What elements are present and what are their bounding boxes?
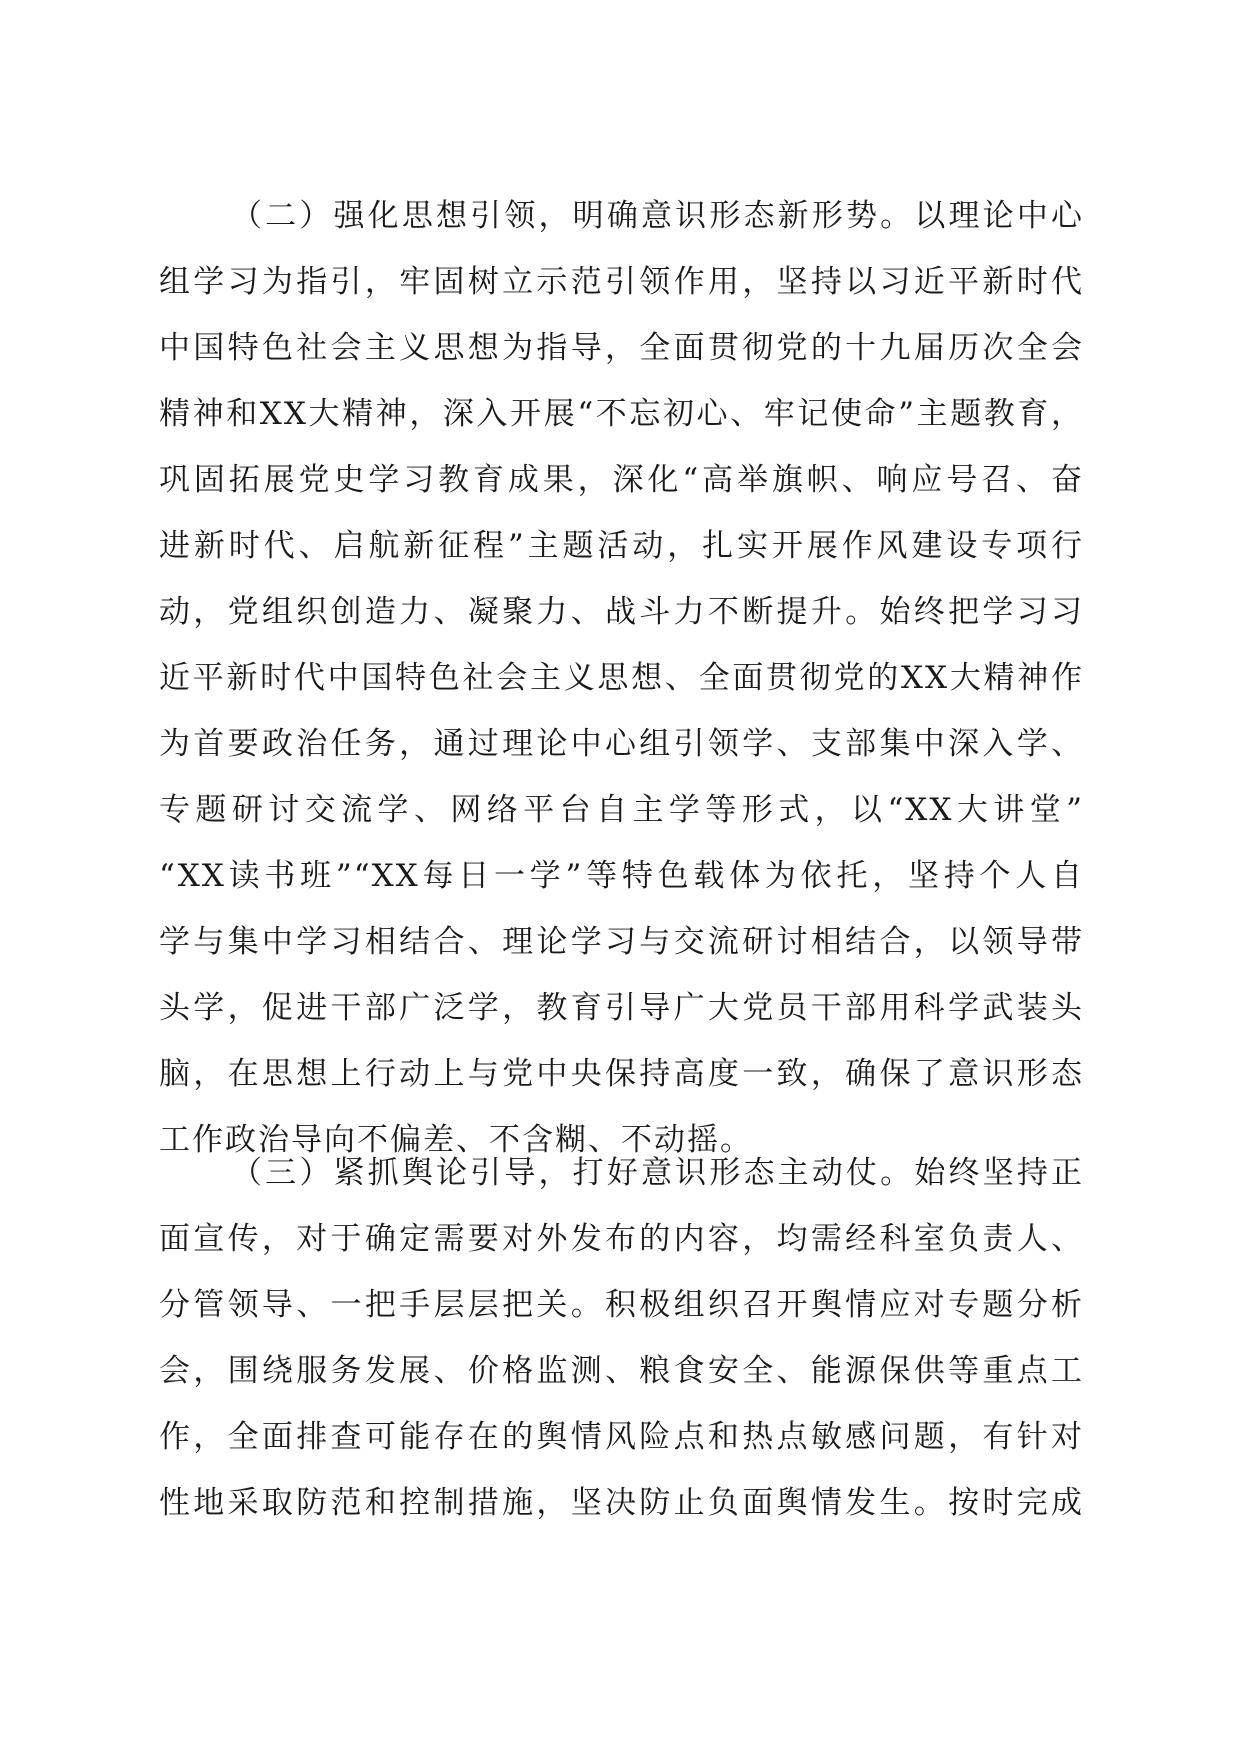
paragraph-line: 分管领导、一把手层层把关。积极组织召开舆情应对专题分析 (159, 1287, 1084, 1323)
paragraph-line: （二）强化思想引领，明确意识形态新形势。以理论中心 (231, 198, 1084, 234)
paragraph-line: 学与集中学习相结合、理论学习与交流研讨相结合，以领导带 (159, 924, 1084, 960)
paragraph-line: 会，围绕服务发展、价格监测、粮食安全、能源保供等重点工 (159, 1353, 1084, 1389)
paragraph-line: 脑，在思想上行动上与党中央保持高度一致，确保了意识形态 (159, 1056, 1084, 1092)
paragraph-line: 工作政治导向不偏差、不含糊、不动摇。 (159, 1122, 753, 1158)
paragraph-line: 巩固拓展党史学习教育成果，深化“高举旗帜、响应号召、奋 (159, 462, 1084, 498)
paragraph-line: 专题研讨交流学、网络平台自主学等形式，以“XX大讲堂” (159, 792, 1084, 828)
paragraph-line: （三）紧抓舆论引导，打好意识形态主动仗。始终坚持正 (231, 1155, 1084, 1191)
paragraph-line: 组学习为指引，牢固树立示范引领作用，坚持以习近平新时代 (159, 264, 1084, 300)
paragraph-line: 进新时代、启航新征程”主题活动，扎实开展作风建设专项行 (159, 528, 1084, 564)
paragraph-line: 精神和XX大精神，深入开展“不忘初心、牢记使命”主题教育， (159, 396, 1084, 432)
paragraph-line: 中国特色社会主义思想为指导，全面贯彻党的十九届历次全会 (159, 330, 1084, 366)
paragraph-public-opinion (159, 1140, 1084, 1536)
paragraph-line: 头学，促进干部广泛学，教育引导广大党员干部用科学武装头 (159, 990, 1084, 1026)
paragraph-line: 为首要政治任务，通过理论中心组引领学、支部集中深入学、 (159, 726, 1084, 762)
paragraph-ideological-guidance (159, 183, 1084, 1173)
paragraph-line: “XX读书班”“XX每日一学”等特色载体为依托，坚持个人自 (159, 858, 1084, 894)
paragraph-line: 近平新时代中国特色社会主义思想、全面贯彻党的XX大精神作 (159, 660, 1084, 696)
paragraph-line: 性地采取防范和控制措施，坚决防止负面舆情发生。按时完成 (159, 1485, 1084, 1521)
paragraph-line: 作，全面排查可能存在的舆情风险点和热点敏感问题，有针对 (159, 1419, 1084, 1455)
paragraph-line: 动，党组织创造力、凝聚力、战斗力不断提升。始终把学习习 (159, 594, 1084, 630)
paragraph-line: 面宣传，对于确定需要对外发布的内容，均需经科室负责人、 (159, 1221, 1084, 1257)
